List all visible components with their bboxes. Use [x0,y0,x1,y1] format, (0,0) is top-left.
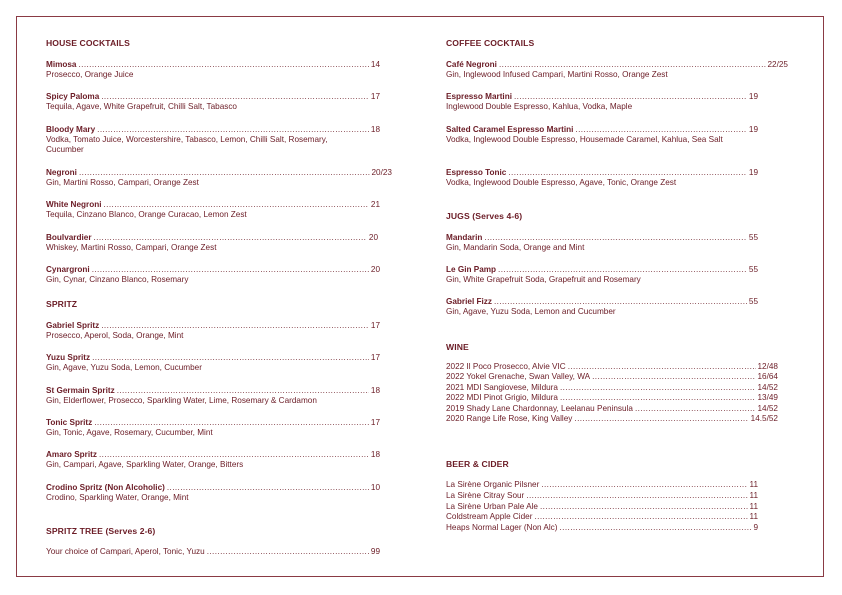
item-name: Spicy Paloma [46,92,100,101]
beer-price: 11 [749,480,758,489]
leader-dots [574,414,748,424]
item-price: 17 [370,92,380,101]
menu-item [446,233,780,253]
menu-item [46,418,380,438]
item-price: 14 [370,60,380,69]
leader-dots [104,200,369,210]
wine-price: 14/52 [757,382,778,392]
wine-price: 13/49 [757,393,778,403]
menu-item [446,125,780,145]
spritz-tree-heading: SPRITZ TREE (Serves 2-6) [46,526,156,536]
leader-dots [560,523,752,534]
item-description: Gin, Agave, Yuzu Soda, Lemon and Cucumber [446,307,616,316]
item-description: Prosecco, Aperol, Soda, Orange, Mint [46,331,184,340]
item-name: Salted Caramel Espresso Martini [446,125,574,134]
leader-dots [79,168,370,178]
leader-dots [92,265,369,275]
item-name: Espresso Martini [446,92,512,101]
menu-item [446,265,780,285]
menu-item [46,450,380,470]
wine-row [446,393,780,403]
menu-item [446,168,780,188]
item-description: Gin, Inglewood Infused Campari, Martini Rosso, Orange Zest [446,70,668,79]
item-description: Gin, Mandarin Soda, Orange and Mint [446,243,585,252]
coffee-cocktails-heading: COFFEE COCKTAILS [446,38,535,48]
beer-row [446,480,758,491]
wine-name: 2022 Il Poco Prosecco, Alvie VIC [446,362,566,371]
leader-dots [575,125,746,135]
item-price: 20 [370,265,380,274]
beer-row [446,491,758,502]
leader-dots [484,233,746,243]
item-name: Cynargroni [46,265,90,274]
spritz-heading: SPRITZ [46,299,78,309]
item-price: 17 [370,418,380,427]
beer-row [446,523,758,534]
leader-dots [526,491,747,502]
leader-dots [568,362,756,372]
item-price: 19 [748,92,758,101]
leader-dots [167,483,369,493]
leader-dots [560,393,756,403]
beer-list [446,480,758,534]
wine-row [446,404,780,414]
menu-item [46,200,380,220]
item-description: Whiskey, Martini Rosso, Campari, Orange Zest [46,243,217,252]
leader-dots [101,321,369,331]
menu-item [46,233,380,253]
item-name: Yuzu Spritz [46,353,91,362]
item-name: Mimosa [46,60,77,69]
beer-row [446,502,758,513]
leader-dots [494,297,747,307]
menu-item [46,265,380,285]
leader-dots [541,480,747,491]
wine-name: 2021 MDI Sangiovese, Mildura [446,382,558,392]
item-price: 20/23 [371,168,392,177]
leader-dots [508,168,747,178]
wine-row [446,372,780,382]
leader-dots [498,265,747,275]
item-description: Tequila, Agave, White Grapefruit, Chilli Salt, Tabasco [46,102,237,111]
wine-name: 2022 Yokel Grenache, Swan Valley, WA [446,372,591,382]
item-name: Bloody Mary [46,125,96,134]
leader-dots [94,233,367,243]
item-name: Crodino Spritz (Non Alcoholic) [46,483,165,492]
item-description: Gin, Tonic, Agave, Rosemary, Cucumber, Mint [46,428,213,437]
menu-item [46,353,380,373]
item-description: Crodino, Sparkling Water, Orange, Mint [46,493,189,502]
beer-name: Heaps Normal Lager (Non Alc) [446,523,558,533]
item-price: 10 [370,483,380,492]
wine-price: 12/48 [757,362,778,371]
menu-item [446,60,788,80]
item-name: Negroni [46,168,77,177]
item-price: 22/25 [767,60,788,69]
menu-item [46,92,380,112]
leader-dots [540,502,748,513]
item-description: Vodka, Inglewood Double Espresso, Agave, Tonic, Orange Zest [446,178,677,187]
item-price: 19 [748,125,758,134]
item-price: 20 [368,233,378,242]
item-name: Tonic Spritz [46,418,93,427]
item-name: Boulvardier [46,233,92,242]
jugs-heading: JUGS (Serves 4-6) [446,211,523,221]
wine-name: 2020 Range Life Rose, King Valley [446,414,573,424]
beer-price: 11 [749,490,758,500]
wine-price: 14.5/52 [750,414,778,424]
item-price: 17 [370,321,380,330]
menu-item [46,60,380,80]
leader-dots [560,383,756,393]
item-description: Tequila, Cinzano Blanco, Orange Curacao, Lemon Zest [46,210,247,219]
item-description: Gin, Agave, Yuzu Soda, Lemon, Cucumber [46,363,202,372]
beer-name: Coldstream Apple Cider [446,512,533,522]
item-description: Gin, Martini Rosso, Campari, Orange Zest [46,178,199,187]
beer-row [446,512,758,523]
item-name: Gabriel Spritz [46,321,100,330]
leader-dots [499,60,766,70]
spritz-tree-item [46,547,380,557]
wine-row [446,362,780,372]
item-price: 18 [370,386,380,395]
beer-name: La Sirène Urban Pale Ale [446,501,538,511]
leader-dots [99,450,369,460]
item-name: St Germain Spritz [46,386,115,395]
wine-name: 2022 MDI Pinot Grigio, Mildura [446,393,558,403]
item-name: Le Gin Pamp [446,265,497,274]
beer-price: 11 [749,501,758,511]
leader-dots [635,404,756,414]
item-name: Mandarin [446,233,483,242]
beer-price: 11 [749,512,758,522]
beer-name: La Sirène Citray Sour [446,490,525,500]
menu-item [446,92,780,112]
item-description: Gin, Cynar, Cinzano Blanco, Rosemary [46,275,189,284]
menu-item [46,168,392,188]
beer-price: 9 [753,523,758,533]
item-description: Gin, White Grapefruit Soda, Grapefruit and Rosemary [446,275,641,284]
item-price: 18 [370,450,380,459]
item-price: 55 [748,233,758,242]
spritz-tree-line: Your choice of Campari, Aperol, Tonic, Yuzu [46,547,205,556]
item-name: Café Negroni [446,60,497,69]
menu-item [46,386,380,406]
leader-dots [92,353,369,363]
leader-dots [592,372,755,382]
item-price: 17 [370,353,380,362]
leader-dots [94,418,369,428]
leader-dots [101,92,369,102]
leader-dots [117,386,369,396]
item-price: 19 [748,168,758,177]
item-price: 21 [370,200,380,209]
wine-list [446,362,780,424]
item-description: Gin, Campari, Agave, Sparkling Water, Orange, Bitters [46,460,244,469]
menu-item [46,321,380,341]
menu-item [46,483,380,503]
item-description: Inglewood Double Espresso, Kahlua, Vodka, Maple [446,102,633,111]
leader-dots [207,547,369,557]
beer-name: La Sirène Organic Pilsner [446,480,540,489]
wine-name: 2019 Shady Lane Chardonnay, Leelanau Peninsula [446,403,633,413]
item-name: White Negroni [46,200,102,209]
item-price: 55 [748,297,758,306]
item-description: Vodka, Inglewood Double Espresso, Housemade Caramel, Kahlua, Sea Salt [446,135,723,144]
beer-cider-heading: BEER & CIDER [446,459,509,469]
item-name: Amaro Spritz [46,450,97,459]
house-cocktails-heading: HOUSE COCKTAILS [46,38,130,48]
item-name: Espresso Tonic [446,168,507,177]
menu-item [46,125,380,155]
wine-price: 14/52 [757,403,778,413]
wine-price: 16/64 [757,372,778,382]
item-price: 55 [748,265,758,274]
leader-dots [514,92,747,102]
item-description: Prosecco, Orange Juice [46,70,134,79]
item-name: Gabriel Fizz [446,297,492,306]
item-price: 18 [370,125,380,134]
item-description: Gin, Elderflower, Prosecco, Sparkling Water, Lime, Rosemary & Cardamon [46,396,317,405]
menu-item [446,297,780,317]
wine-heading: WINE [446,342,469,352]
item-description: Vodka, Tomato Juice, Worcestershire, Tabasco, Lemon, Chilli Salt, Rosemary, Cucumber [46,135,328,155]
wine-row [446,383,780,393]
leader-dots [534,512,747,523]
leader-dots [78,60,368,70]
wine-row [446,414,780,424]
leader-dots [97,125,369,135]
item-price: 99 [370,547,380,556]
